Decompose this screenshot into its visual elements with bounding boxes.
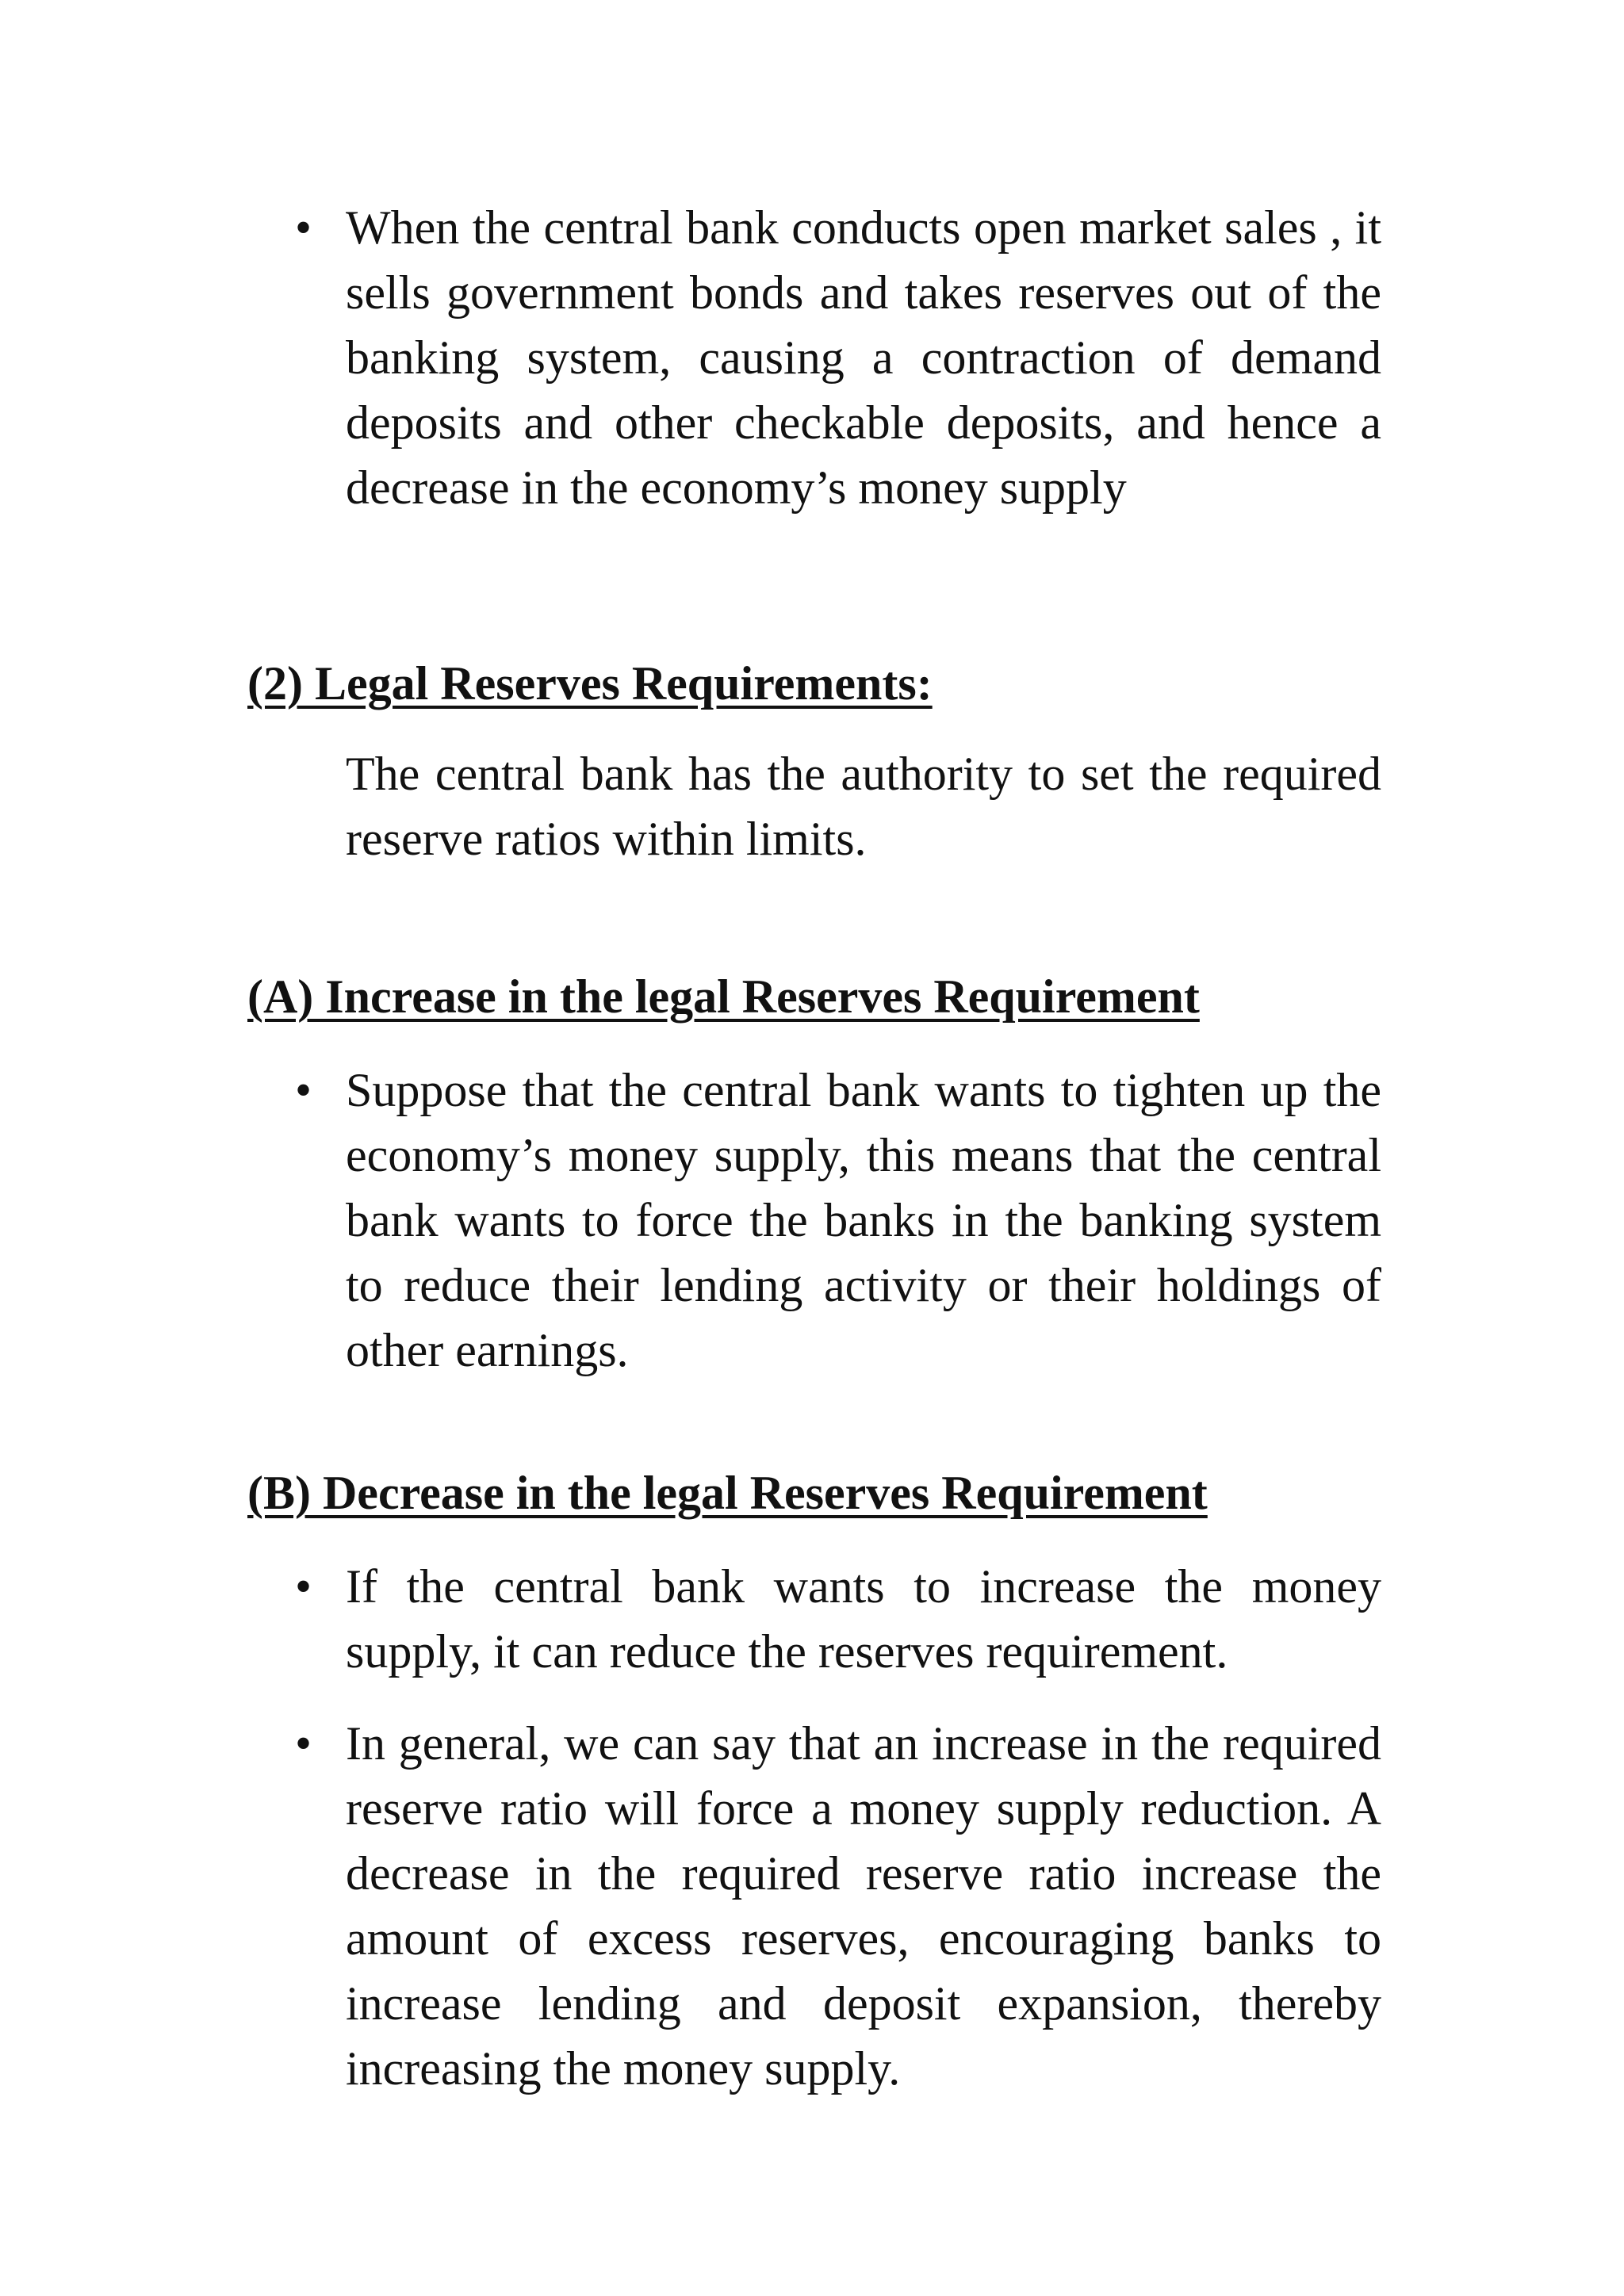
heading-decrease-legal-reserves: (B) Decrease in the legal Reserves Requirement <box>247 1467 1208 1519</box>
bullet-icon: • <box>295 1717 312 1770</box>
bullet-text: Suppose that the central bank wants to tighten up the economy’s money supply, this means that the central bank wants to force the banks in the banking system to reduce their lending activity or their holdings of other earnings. <box>346 1064 1381 1376</box>
bullet-icon: • <box>295 1560 312 1613</box>
heading-legal-reserves-requirements: (2) Legal Reserves Requirements: <box>247 657 933 710</box>
bullet-text: When the central bank conducts open market sales , it sells government bonds and takes reserves out of the banking system, causing a contraction of demand deposits and other checkable deposits, and hence a decrease in the economy’s money supply <box>346 201 1381 514</box>
heading-increase-legal-reserves: (A) Increase in the legal Reserves Requirement <box>247 970 1200 1023</box>
bullet-text: In general, we can say that an increase in the required reserve ratio will force a money supply reduction. A decrease in the required reserve ratio increase the amount of excess reserves, encouraging banks to increase lending and deposit expansion, thereby increasing the money supply. <box>346 1717 1381 2095</box>
paragraph-central-bank-authority: The central bank has the authority to set the required reserve ratios within limits. <box>346 748 1381 865</box>
bullet-text: If the central bank wants to increase the money supply, it can reduce the reserves requirement. <box>346 1560 1381 1678</box>
bullet-icon: • <box>295 201 312 254</box>
bullet-icon: • <box>295 1064 312 1116</box>
